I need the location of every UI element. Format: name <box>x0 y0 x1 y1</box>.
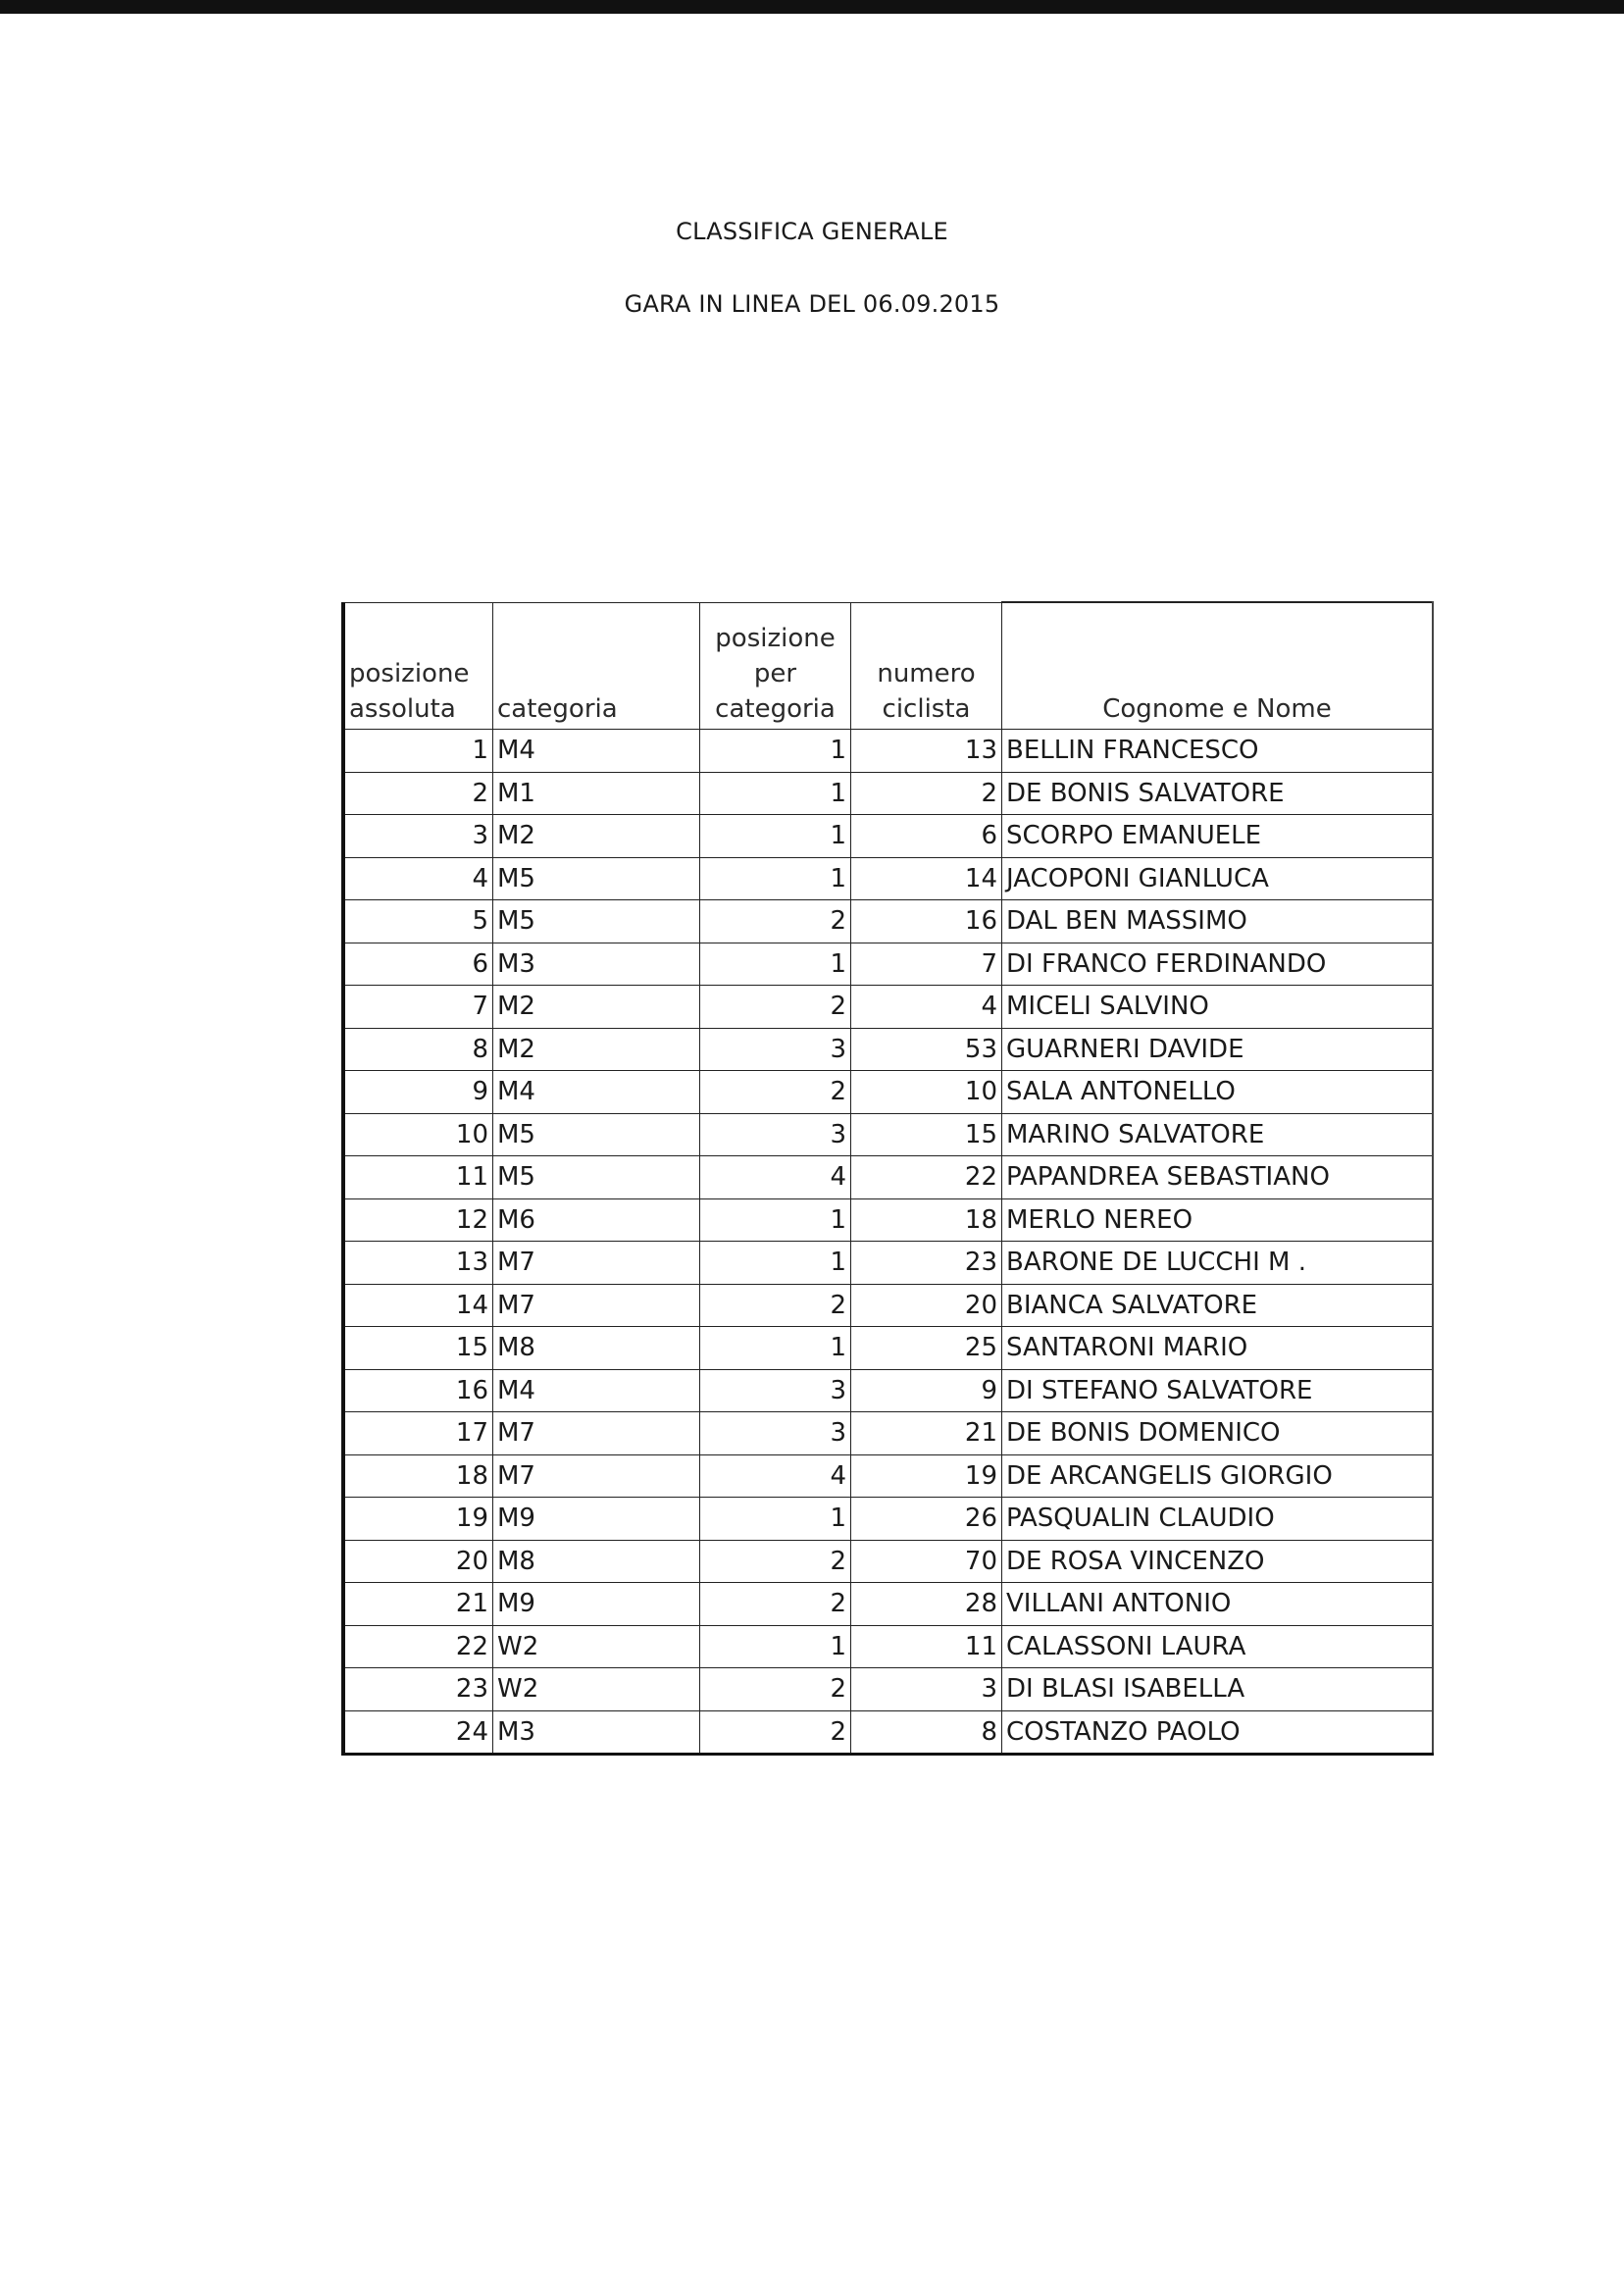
cell-numero-ciclista: 53 <box>851 1028 1002 1071</box>
cell-numero-ciclista: 6 <box>851 815 1002 858</box>
cell-categoria: M6 <box>493 1198 700 1242</box>
table-row <box>343 1498 1433 1541</box>
cell-posizione-categoria: 1 <box>700 943 851 986</box>
page-title: CLASSIFICA GENERALE <box>676 218 948 245</box>
table-row <box>343 1327 1433 1370</box>
cell-posizione-assoluta: 12 <box>343 1198 493 1242</box>
table-row <box>343 1583 1433 1626</box>
cell-posizione-assoluta: 18 <box>343 1454 493 1498</box>
table-row <box>343 1625 1433 1668</box>
cell-posizione-categoria: 2 <box>700 1071 851 1114</box>
cell-numero-ciclista: 10 <box>851 1071 1002 1114</box>
cell-numero-ciclista: 25 <box>851 1327 1002 1370</box>
cell-posizione-categoria: 4 <box>700 1454 851 1498</box>
page-subtitle: GARA IN LINEA DEL 06.09.2015 <box>624 290 1000 318</box>
table-row <box>343 1028 1433 1071</box>
cell-categoria: M7 <box>493 1242 700 1285</box>
cell-posizione-categoria: 4 <box>700 1156 851 1199</box>
cell-cognome-nome: DE BONIS DOMENICO <box>1002 1412 1434 1455</box>
cell-categoria: M4 <box>493 1071 700 1114</box>
cell-numero-ciclista: 3 <box>851 1668 1002 1711</box>
cell-numero-ciclista: 28 <box>851 1583 1002 1626</box>
cell-posizione-assoluta: 16 <box>343 1369 493 1412</box>
cell-posizione-categoria: 3 <box>700 1412 851 1455</box>
cell-posizione-categoria: 1 <box>700 1242 851 1285</box>
table-row <box>343 1071 1433 1114</box>
cell-cognome-nome: DI FRANCO FERDINANDO <box>1002 943 1434 986</box>
cell-posizione-assoluta: 4 <box>343 857 493 900</box>
header-cognome-nome: Cognome e Nome <box>1002 602 1434 730</box>
cell-categoria: M7 <box>493 1412 700 1455</box>
cell-posizione-categoria: 2 <box>700 1710 851 1755</box>
cell-cognome-nome: BIANCA SALVATORE <box>1002 1284 1434 1327</box>
cell-numero-ciclista: 18 <box>851 1198 1002 1242</box>
cell-posizione-assoluta: 20 <box>343 1540 493 1583</box>
cell-posizione-categoria: 2 <box>700 986 851 1029</box>
cell-categoria: M2 <box>493 986 700 1029</box>
cell-cognome-nome: SANTARONI MARIO <box>1002 1327 1434 1370</box>
cell-numero-ciclista: 14 <box>851 857 1002 900</box>
cell-categoria: M3 <box>493 1710 700 1755</box>
header-posizione-per-categoria: posizione per categoria <box>700 602 851 730</box>
cell-cognome-nome: BARONE DE LUCCHI M . <box>1002 1242 1434 1285</box>
cell-numero-ciclista: 22 <box>851 1156 1002 1199</box>
cell-posizione-categoria: 1 <box>700 1625 851 1668</box>
cell-numero-ciclista: 2 <box>851 772 1002 815</box>
cell-cognome-nome: PAPANDREA SEBASTIANO <box>1002 1156 1434 1199</box>
cell-posizione-assoluta: 24 <box>343 1710 493 1755</box>
cell-posizione-assoluta: 11 <box>343 1156 493 1199</box>
cell-cognome-nome: MARINO SALVATORE <box>1002 1113 1434 1156</box>
cell-posizione-categoria: 2 <box>700 1284 851 1327</box>
cell-numero-ciclista: 11 <box>851 1625 1002 1668</box>
cell-categoria: M3 <box>493 943 700 986</box>
cell-numero-ciclista: 7 <box>851 943 1002 986</box>
cell-cognome-nome: MICELI SALVINO <box>1002 986 1434 1029</box>
table-row <box>343 772 1433 815</box>
table-row <box>343 730 1433 773</box>
cell-cognome-nome: DE ROSA VINCENZO <box>1002 1540 1434 1583</box>
table-row <box>343 1198 1433 1242</box>
cell-posizione-assoluta: 23 <box>343 1668 493 1711</box>
cell-categoria: M9 <box>493 1498 700 1541</box>
cell-categoria: M7 <box>493 1454 700 1498</box>
cell-posizione-assoluta: 22 <box>343 1625 493 1668</box>
cell-categoria: M8 <box>493 1327 700 1370</box>
header-posizione-assoluta: posizione assoluta <box>343 602 493 730</box>
cell-categoria: W2 <box>493 1625 700 1668</box>
cell-cognome-nome: DI BLASI ISABELLA <box>1002 1668 1434 1711</box>
cell-categoria: M5 <box>493 857 700 900</box>
header-numero-ciclista: numero ciclista <box>851 602 1002 730</box>
cell-posizione-categoria: 3 <box>700 1028 851 1071</box>
cell-posizione-categoria: 1 <box>700 730 851 773</box>
cell-categoria: M9 <box>493 1583 700 1626</box>
table-row <box>343 1454 1433 1498</box>
cell-posizione-assoluta: 10 <box>343 1113 493 1156</box>
cell-posizione-assoluta: 7 <box>343 986 493 1029</box>
cell-numero-ciclista: 9 <box>851 1369 1002 1412</box>
table-row <box>343 1668 1433 1711</box>
table-row <box>343 1156 1433 1199</box>
cell-posizione-assoluta: 2 <box>343 772 493 815</box>
cell-numero-ciclista: 16 <box>851 900 1002 943</box>
cell-cognome-nome: GUARNERI DAVIDE <box>1002 1028 1434 1071</box>
cell-posizione-categoria: 1 <box>700 857 851 900</box>
cell-numero-ciclista: 15 <box>851 1113 1002 1156</box>
cell-cognome-nome: MERLO NEREO <box>1002 1198 1434 1242</box>
cell-numero-ciclista: 70 <box>851 1540 1002 1583</box>
cell-numero-ciclista: 19 <box>851 1454 1002 1498</box>
cell-posizione-assoluta: 19 <box>343 1498 493 1541</box>
cell-posizione-categoria: 2 <box>700 900 851 943</box>
cell-posizione-assoluta: 14 <box>343 1284 493 1327</box>
cell-posizione-categoria: 3 <box>700 1369 851 1412</box>
cell-posizione-assoluta: 17 <box>343 1412 493 1455</box>
cell-categoria: M1 <box>493 772 700 815</box>
cell-posizione-categoria: 2 <box>700 1583 851 1626</box>
table-row <box>343 1710 1433 1755</box>
cell-cognome-nome: SALA ANTONELLO <box>1002 1071 1434 1114</box>
scan-top-border <box>0 0 1624 14</box>
table-row <box>343 1412 1433 1455</box>
cell-posizione-categoria: 1 <box>700 1327 851 1370</box>
table-row <box>343 1284 1433 1327</box>
table-row <box>343 815 1433 858</box>
cell-numero-ciclista: 20 <box>851 1284 1002 1327</box>
cell-posizione-categoria: 1 <box>700 772 851 815</box>
cell-cognome-nome: DE ARCANGELIS GIORGIO <box>1002 1454 1434 1498</box>
cell-posizione-categoria: 3 <box>700 1113 851 1156</box>
cell-posizione-assoluta: 15 <box>343 1327 493 1370</box>
cell-posizione-assoluta: 9 <box>343 1071 493 1114</box>
cell-categoria: M5 <box>493 900 700 943</box>
cell-cognome-nome: CALASSONI LAURA <box>1002 1625 1434 1668</box>
results-table <box>341 601 1434 1756</box>
cell-categoria: M8 <box>493 1540 700 1583</box>
table-row <box>343 1113 1433 1156</box>
cell-posizione-assoluta: 6 <box>343 943 493 986</box>
cell-categoria: M4 <box>493 1369 700 1412</box>
cell-categoria: M7 <box>493 1284 700 1327</box>
cell-cognome-nome: JACOPONI GIANLUCA <box>1002 857 1434 900</box>
cell-numero-ciclista: 21 <box>851 1412 1002 1455</box>
table-row <box>343 857 1433 900</box>
table-row <box>343 986 1433 1029</box>
cell-categoria: M5 <box>493 1156 700 1199</box>
cell-cognome-nome: DI STEFANO SALVATORE <box>1002 1369 1434 1412</box>
cell-categoria: M2 <box>493 1028 700 1071</box>
cell-categoria: W2 <box>493 1668 700 1711</box>
cell-categoria: M4 <box>493 730 700 773</box>
table-row <box>343 1369 1433 1412</box>
cell-posizione-categoria: 2 <box>700 1668 851 1711</box>
cell-numero-ciclista: 8 <box>851 1710 1002 1755</box>
results-body <box>343 730 1433 1755</box>
cell-posizione-assoluta: 13 <box>343 1242 493 1285</box>
cell-cognome-nome: DAL BEN MASSIMO <box>1002 900 1434 943</box>
table-header-row <box>343 602 1433 730</box>
table-row <box>343 1242 1433 1285</box>
cell-numero-ciclista: 13 <box>851 730 1002 773</box>
cell-cognome-nome: BELLIN FRANCESCO <box>1002 730 1434 773</box>
cell-categoria: M2 <box>493 815 700 858</box>
cell-cognome-nome: PASQUALIN CLAUDIO <box>1002 1498 1434 1541</box>
cell-cognome-nome: DE BONIS SALVATORE <box>1002 772 1434 815</box>
cell-posizione-assoluta: 1 <box>343 730 493 773</box>
cell-posizione-assoluta: 3 <box>343 815 493 858</box>
cell-cognome-nome: SCORPO EMANUELE <box>1002 815 1434 858</box>
cell-numero-ciclista: 4 <box>851 986 1002 1029</box>
cell-posizione-categoria: 2 <box>700 1540 851 1583</box>
table-row <box>343 1540 1433 1583</box>
cell-cognome-nome: COSTANZO PAOLO <box>1002 1710 1434 1755</box>
header-categoria: categoria <box>493 602 700 730</box>
cell-posizione-assoluta: 8 <box>343 1028 493 1071</box>
cell-categoria: M5 <box>493 1113 700 1156</box>
cell-numero-ciclista: 26 <box>851 1498 1002 1541</box>
table-row <box>343 943 1433 986</box>
cell-posizione-assoluta: 21 <box>343 1583 493 1626</box>
cell-posizione-assoluta: 5 <box>343 900 493 943</box>
cell-cognome-nome: VILLANI ANTONIO <box>1002 1583 1434 1626</box>
cell-posizione-categoria: 1 <box>700 1498 851 1541</box>
table-row <box>343 900 1433 943</box>
cell-numero-ciclista: 23 <box>851 1242 1002 1285</box>
cell-posizione-categoria: 1 <box>700 1198 851 1242</box>
cell-posizione-categoria: 1 <box>700 815 851 858</box>
